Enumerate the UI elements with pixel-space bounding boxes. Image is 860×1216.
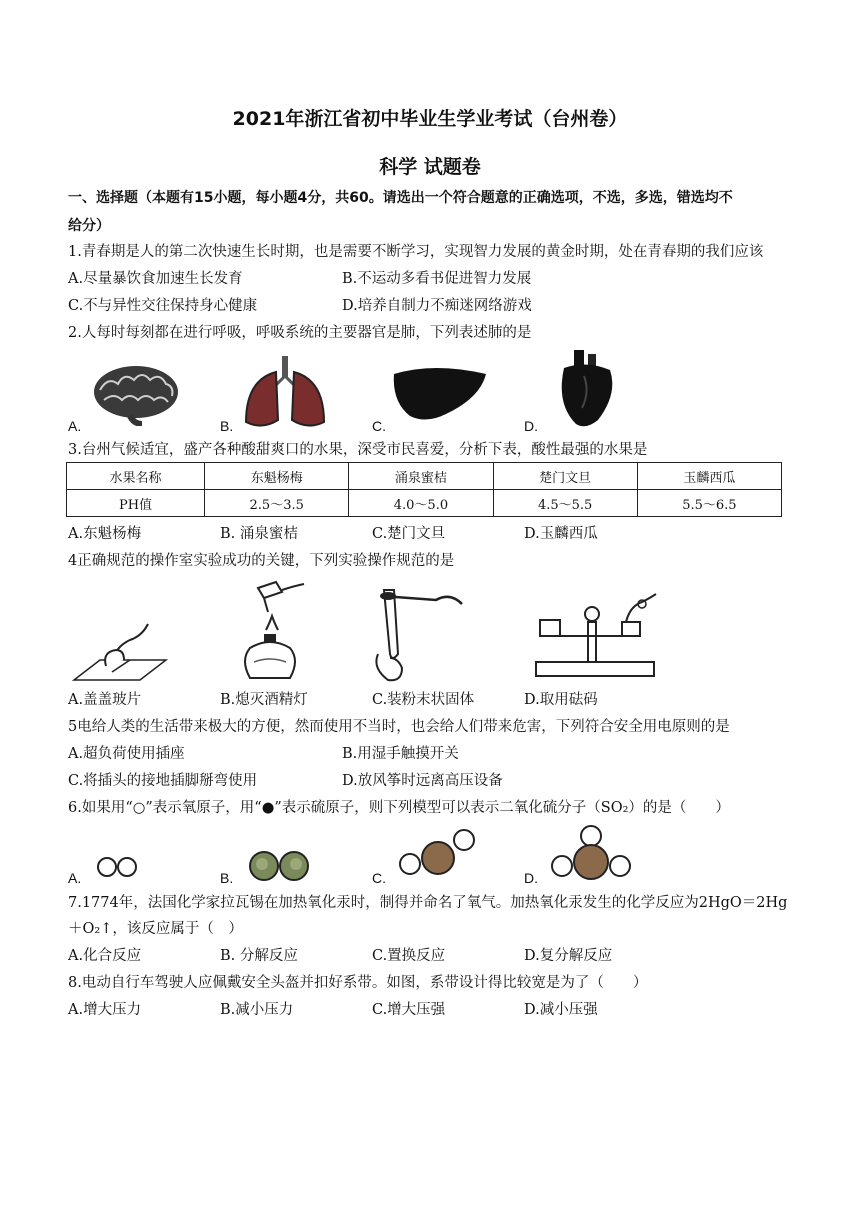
q2-option-a-label: A. [68, 418, 82, 434]
molecule-model-a [94, 856, 142, 878]
q3-option-d: D.玉麟西瓜 [524, 526, 598, 542]
table-cell: PH值 [67, 490, 205, 517]
molecule-model-d [546, 824, 636, 882]
q1-option-b: B.不运动多看书促进智力发展 [342, 271, 532, 287]
q6-option-a [68, 822, 218, 886]
section-header-line1: 一、选择题（本题有15小题，每小题4分，共60。请选出一个符合题意的正确选项，不选，多选，错选均不 [68, 190, 733, 206]
q6-option-d-label: D. [524, 870, 538, 886]
heart-icon [554, 348, 620, 428]
q7-option-d: D.复分解反应 [524, 948, 613, 964]
test-tube-icon [372, 584, 468, 684]
q8-option-b: B.减小压力 [220, 1002, 294, 1018]
q5-option-d: D.放风筝时远离高压设备 [342, 773, 503, 789]
alcohol-lamp-icon [228, 578, 312, 684]
q4-option-d: D.取用砝码 [524, 692, 598, 708]
q6-option-b-label: B. [220, 870, 234, 886]
q1-option-d: D.培养自制力不痴迷网络游戏 [342, 298, 532, 314]
q2-option-a [68, 350, 218, 434]
q8-option-c: C.增大压强 [372, 1002, 446, 1018]
exam-title: 2021年浙江省初中毕业生学业考试（台州卷） [232, 108, 628, 130]
balance-icon [530, 592, 660, 684]
q2-option-d [524, 346, 674, 434]
q7-option-b: B. 分解反应 [220, 948, 298, 964]
q2-option-c [372, 350, 522, 434]
cover-slip-icon [70, 620, 170, 684]
q3-stem: 3.台州气候适宜，盛产各种酸甜爽口的水果，深受市民喜爱，分析下表，酸性最强的水果是 [68, 442, 648, 458]
q5-stem: 5电给人类的生活带来极大的方便，然而使用不当时，也会给人们带来危害，下列符合安全用电原则的是 [68, 719, 730, 735]
q6-option-a-label: A. [68, 870, 82, 886]
q6-option-d [524, 822, 674, 886]
table-cell: 4.5～5.5 [493, 490, 637, 517]
q2-option-b-label: B. [220, 418, 234, 434]
molecule-model-b [246, 850, 316, 882]
q6-option-b [220, 822, 370, 886]
q4-option-c: C.装粉末状固体 [372, 692, 475, 708]
q4-option-b: B.熄灭酒精灯 [220, 692, 308, 708]
table-header-cell: 玉麟西瓜 [637, 463, 781, 490]
exam-subtitle: 科学 试题卷 [379, 156, 481, 178]
q3-option-a: A.东魁杨梅 [68, 526, 142, 542]
table-cell: 4.0～5.0 [349, 490, 493, 517]
q2-option-c-label: C. [372, 418, 386, 434]
q5-option-a: A.超负荷使用插座 [68, 746, 185, 762]
q2-option-b [220, 350, 370, 434]
q5-option-c: C.将插头的接地插脚掰弯使用 [68, 773, 258, 789]
q4-stem: 4正确规范的操作室实验成功的关键，下列实验操作规范的是 [68, 553, 455, 569]
q7-stem-line1: 7.1774年，法国化学家拉瓦锡在加热氧化汞时，制得并命名了氧气。加热氧化汞发生的化学反应为2HgO＝2Hg [68, 895, 788, 911]
q1-option-c: C.不与异性交往保持身心健康 [68, 298, 258, 314]
q4-option-a: A.盖盖玻片 [68, 692, 142, 708]
table-cell: 5.5～6.5 [637, 490, 781, 517]
q3-option-b: B. 涌泉蜜桔 [220, 526, 298, 542]
ph-table [66, 462, 782, 517]
q6-stem: 6.如果用“○”表示氧原子，用“●”表示硫原子，则下列模型可以表示二氧化硫分子（SO₂）的是（ ） [68, 800, 730, 816]
q5-option-b: B.用湿手触摸开关 [342, 746, 459, 762]
q1-option-a: A.尽量暴饮食加速生长发育 [68, 271, 243, 287]
table-header-cell: 东魁杨梅 [205, 463, 349, 490]
table-cell: 2.5～3.5 [205, 490, 349, 517]
q2-stem: 2.人每时每刻都在进行呼吸，呼吸系统的主要器官是肺，下列表述肺的是 [68, 325, 532, 341]
molecule-model-c [394, 826, 480, 882]
q8-option-d: D.减小压强 [524, 1002, 598, 1018]
table-header-cell: 楚门文旦 [493, 463, 637, 490]
q8-option-a: A.增大压力 [68, 1002, 142, 1018]
q1-stem: 1.青春期是人的第二次快速生长时期，也是需要不断学习，实现智力发展的黄金时期，处在青春期的我们应该 [68, 244, 764, 260]
table-header-cell: 涌泉蜜桔 [349, 463, 493, 490]
q7-stem-line2: ＋O₂↑，该反应属于（ ） [68, 921, 243, 937]
liver-icon [390, 364, 490, 426]
q7-option-c: C.置换反应 [372, 948, 446, 964]
table-row [67, 490, 782, 517]
q7-option-a: A.化合反应 [68, 948, 142, 964]
brain-icon [90, 362, 182, 426]
table-row [67, 463, 782, 490]
q6-option-c [372, 822, 522, 886]
section-header-line2: 给分） [68, 218, 110, 234]
q8-stem: 8.电动自行车驾驶人应佩戴安全头盔并扣好系带。如图，系带设计得比较宽是为了（ ） [68, 975, 648, 991]
table-header-cell: 水果名称 [67, 463, 205, 490]
q3-option-c: C.楚门文旦 [372, 526, 446, 542]
q6-option-c-label: C. [372, 870, 386, 886]
lungs-icon [240, 354, 330, 430]
q2-option-d-label: D. [524, 418, 538, 434]
